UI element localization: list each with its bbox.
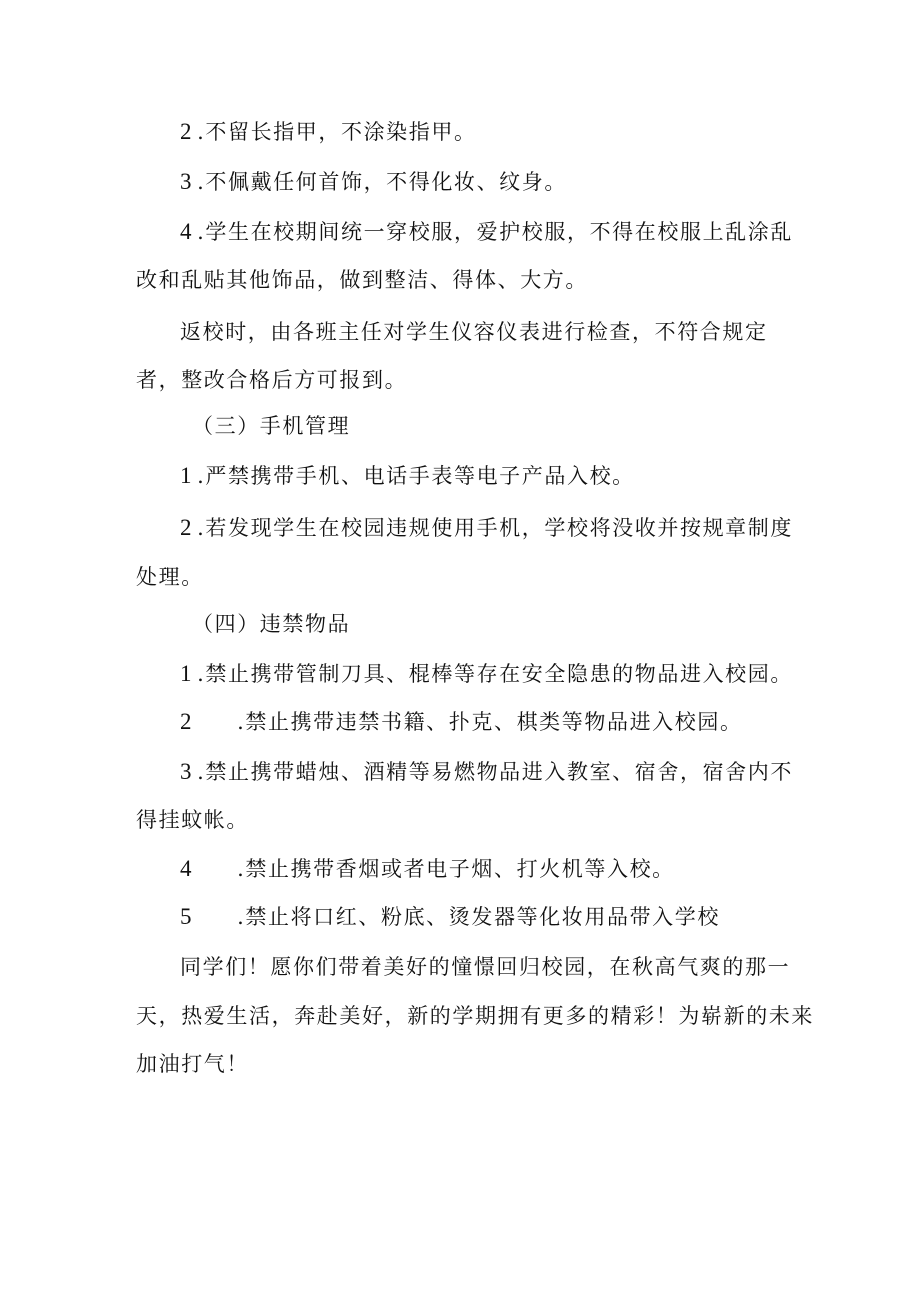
paragraph-line <box>136 366 407 394</box>
item-text: .学生在校期间统一穿校服，爱护校服，不得在校服上乱涂乱 <box>197 220 793 244</box>
line-text: 加油打气！ <box>136 1052 249 1076</box>
line-text: 天，热爱生活，奔赴美好，新的学期拥有更多的精彩！为崭新的未来 <box>136 1004 814 1028</box>
section-heading-phone <box>192 412 350 440</box>
paragraph-line <box>136 266 588 294</box>
item-number: 2 <box>180 709 194 734</box>
rule-item-1-phone <box>180 462 635 490</box>
item-text: .禁止携带蜡烛、酒精等易燃物品进入教室、宿舍，宿舍内不 <box>197 760 793 784</box>
item-text: .不佩戴任何首饰，不得化妆、纹身。 <box>197 170 567 194</box>
closing-paragraph-line <box>180 953 790 981</box>
closing-paragraph-line <box>136 1050 249 1078</box>
item-text: .严禁携带手机、电话手表等电子产品入校。 <box>197 464 635 488</box>
item-text: .禁止携带管制刀具、棍棒等存在安全隐患的物品进入校园。 <box>197 662 793 686</box>
item-text: .禁止将口红、粉底、烫发器等化妆用品带入学校 <box>237 905 720 929</box>
item-text: .禁止携带违禁书籍、扑克、棋类等物品进入校园。 <box>237 710 743 734</box>
item-text: .不留长指甲，不涂染指甲。 <box>197 120 477 144</box>
rule-item-2-nails <box>180 118 477 146</box>
rule-item-4-prohibited <box>180 855 675 883</box>
paragraph-line <box>136 563 204 591</box>
rule-item-1-prohibited <box>180 660 793 688</box>
item-number: 3 <box>180 169 194 194</box>
item-number: 2 <box>180 515 194 540</box>
rule-item-3-jewelry <box>180 168 567 196</box>
rule-item-5-prohibited <box>180 903 720 931</box>
rule-item-3-prohibited <box>180 758 793 786</box>
section-heading-prohibited <box>192 610 350 638</box>
item-number: 2 <box>180 119 194 144</box>
item-number: 3 <box>180 759 194 784</box>
paragraph-line <box>180 318 768 346</box>
line-text: 得挂蚊帐。 <box>136 808 249 832</box>
item-text: .若发现学生在校园违规使用手机，学校将没收并按规章制度 <box>197 516 793 540</box>
item-text: .禁止携带香烟或者电子烟、打火机等入校。 <box>237 857 675 881</box>
closing-paragraph-line <box>136 1002 814 1030</box>
line-text: 处理。 <box>136 565 204 589</box>
section-heading-text: （三）手机管理 <box>192 414 351 438</box>
item-number: 1 <box>180 463 194 488</box>
section-heading-text: （四）违禁物品 <box>192 612 351 636</box>
line-text: 返校时，由各班主任对学生仪容仪表进行检查，不符合规定 <box>180 320 768 344</box>
rule-item-2-phone <box>180 514 793 542</box>
item-number: 1 <box>180 661 194 686</box>
item-number: 4 <box>180 219 194 244</box>
line-text: 改和乱贴其他饰品，做到整洁、得体、大方。 <box>136 268 588 292</box>
paragraph-line <box>136 806 249 834</box>
line-text: 者，整改合格后方可报到。 <box>136 368 408 392</box>
rule-item-4-uniform <box>180 218 793 246</box>
item-number: 5 <box>180 904 194 929</box>
item-number: 4 <box>180 856 194 881</box>
rule-item-2-prohibited <box>180 708 743 736</box>
line-text: 同学们！愿你们带着美好的憧憬回归校园，在秋高气爽的那一 <box>180 955 791 979</box>
